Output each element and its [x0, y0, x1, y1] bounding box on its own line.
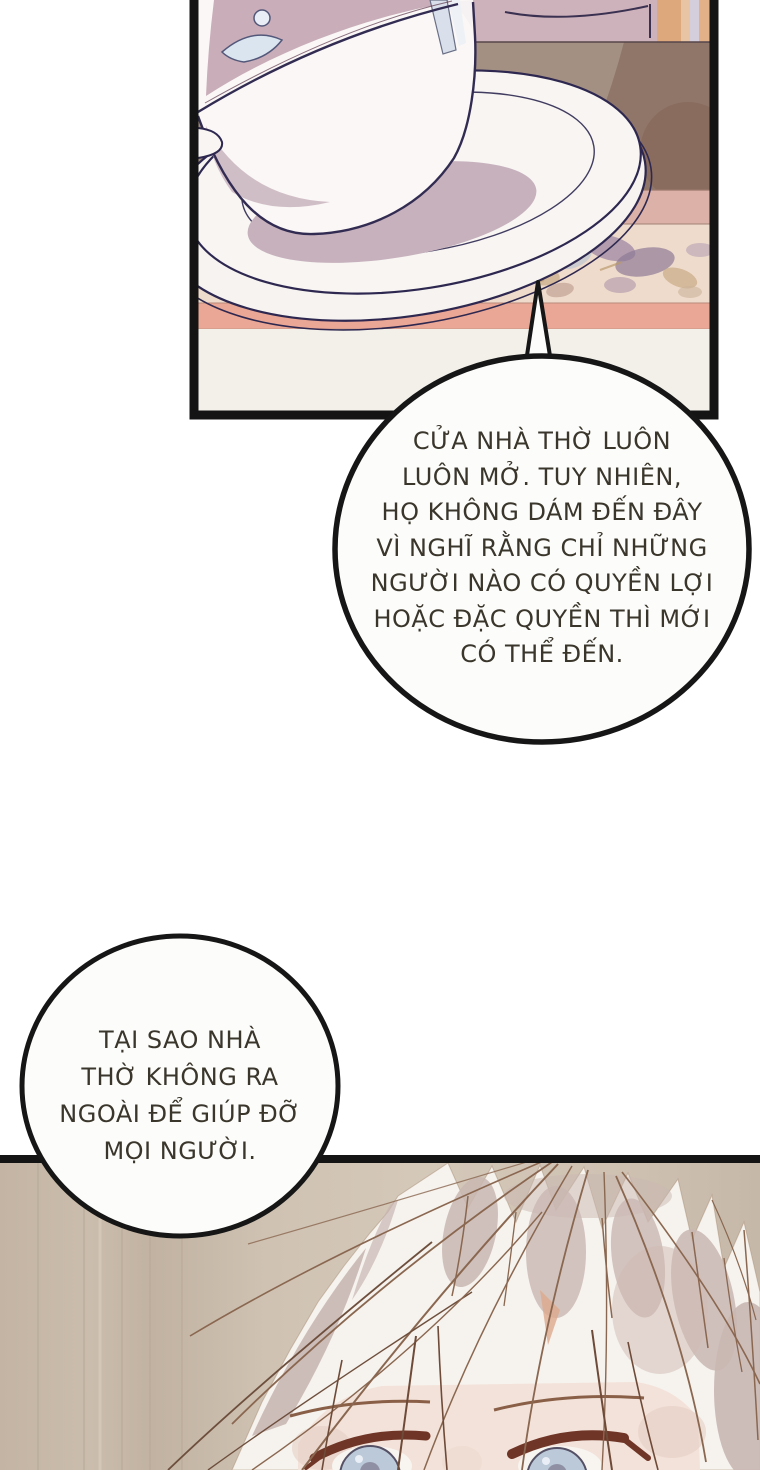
- bubble-line: HOẶC ĐẶC QUYỀN THÌ MỚI: [373, 604, 711, 633]
- teacup-panel-illustration: [139, 0, 736, 411]
- bubble-line: CÓ THỂ ĐẾN.: [460, 640, 624, 668]
- bubble-line: MỌI NGƯỜI.: [103, 1137, 257, 1165]
- bubble-line: CỬA NHÀ THỜ LUÔN: [412, 427, 672, 455]
- bubble-line: HỌ KHÔNG DÁM ĐẾN ĐÂY: [381, 498, 703, 526]
- bubble-line: VÌ NGHĨ RẰNG CHỈ NHỮNG: [376, 533, 708, 562]
- bubble-line: TẠI SAO NHÀ: [99, 1026, 261, 1054]
- bubble-line: THỜ KHÔNG RA: [81, 1063, 279, 1091]
- bubble-line: NGOÀI ĐỂ GIÚP ĐỠ: [59, 1100, 301, 1128]
- speech-bubble-1-text: [342, 424, 742, 673]
- bubble-line: LUÔN MỞ. TUY NHIÊN,: [402, 462, 682, 491]
- bubble-line: NGƯỜI NÀO CÓ QUYỀN LỢI: [370, 569, 714, 597]
- tea-droplet: [254, 10, 270, 26]
- speech-bubble-2-text: [20, 1022, 340, 1170]
- curtain-strip: [657, 0, 712, 42]
